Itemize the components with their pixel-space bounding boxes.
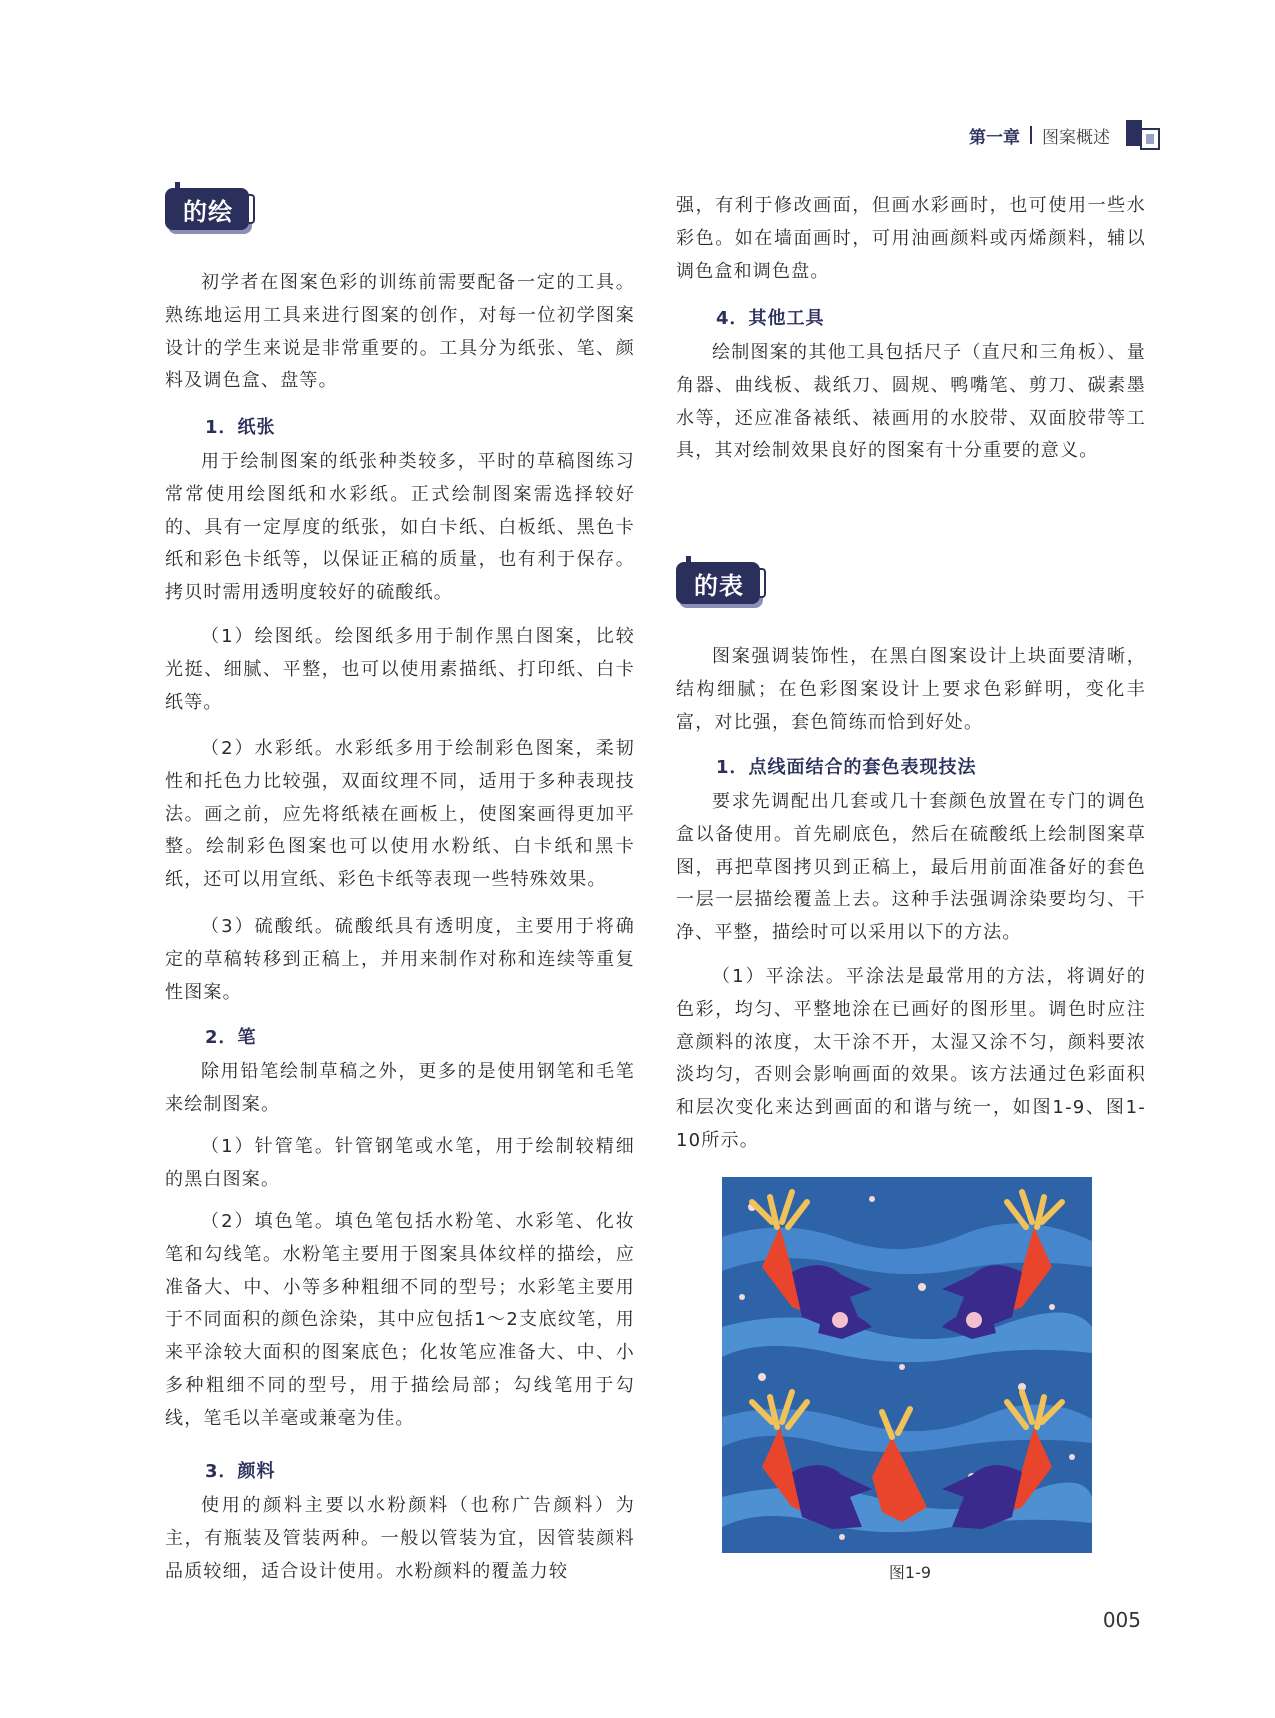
deer-pattern-image	[722, 1177, 1092, 1553]
subheading-pen: 2．笔	[205, 1027, 257, 1048]
paragraph-technical-pen: （1）针管笔。针管钢笔或水笔，用于绘制较精细的黑白图案。	[165, 1136, 635, 1190]
subheading-paper: 1．纸张	[205, 417, 276, 438]
subheading-other-tools: 4．其他工具	[716, 308, 825, 329]
paragraph-paint: 使用的颜料主要以水粉颜料（也称广告颜料）为主，有瓶装及管装两种。一般以管装为宜，因管装颜料品质较细，适合设计使用。水粉颜料的覆盖力较	[165, 1495, 635, 1582]
paragraph-watercolor-paper: （2）水彩纸。水彩纸多用于绘制彩色图案，柔韧性和托色力比较强，双面纹理不同，适用于多种表现技法。画之前，应先将纸裱在画板上，使图案画得更加平整。绘制彩色图案也可以使用水粉纸、白卡纸和黑卡纸，还可以用宣纸、彩色卡纸等表现一些特殊效果。	[165, 738, 635, 891]
paragraph-intro-7: 图案强调装饰性，在黑白图案设计上块面要清晰，结构细腻；在色彩图案设计上要求色彩鲜明，变化丰富，对比强，套色简练而恰到好处。	[676, 646, 1146, 733]
paragraph-flat-coating: （1）平涂法。平涂法是最常用的方法，将调好的色彩，均匀、平整地涂在已画好的图形里。调色时应注意颜料的浓度，太干涂不开，太湿又涂不匀，颜料要浓淡均匀，否则会影响画面的效果。该方法通过色彩面积和层次变化来达到画面的和谐与统一，如图1-9、图1-10所示。	[676, 966, 1146, 1151]
figure-deer-pattern	[722, 1177, 1092, 1553]
paragraph-pen: 除用铅笔绘制草稿之外，更多的是使用钢笔和毛笔来绘制图案。	[165, 1061, 635, 1115]
paragraph-paint-continued: 强，有利于修改画面，但画水彩画时，也可使用一些水彩色。如在墙面画时，可用油画颜料或丙烯颜料，辅以调色盒和调色盘。	[676, 195, 1146, 282]
chapter-subtitle: 图案概述	[1042, 127, 1110, 148]
paragraph-fill-brush: （2）填色笔。填色笔包括水粉笔、水彩笔、化妆笔和勾线笔。水粉笔主要用于图案具体纹样的描绘，应准备大、中、小等多种粗细不同的型号；水彩笔主要用于不同面积的颜色涂染，其中应包括1～2支底纹笔，用来平涂较大面积的图案底色；化妆笔应准备大、中、小多种粗细不同的型号，用于描绘局部；勾线笔用于勾线，笔毛以羊毫或兼毫为佳。	[165, 1211, 635, 1429]
figure-caption: 图1-9	[888, 1563, 932, 1582]
paragraph-color-technique: 要求先调配出几套或几十套颜色放置在专门的调色盒以备使用。首先刷底色，然后在硫酸纸上绘制图案草图，再把草图拷贝到正稿上，最后用前面准备好的套色一层一层描绘覆盖上去。这种手法强调涂染要均匀、干净、平整，描绘时可以采用以下的方法。	[676, 791, 1146, 944]
paragraph-other-tools: 绘制图案的其他工具包括尺子（直尺和三角板）、量角器、曲线板、裁纸刀、圆规、鸭嘴笔、剪刀、碳素墨水等，还应准备裱纸、裱画用的水胶带、双面胶带等工具，其对绘制效果良好的图案有十分重要的意义。	[676, 342, 1146, 462]
subheading-color-technique: 1．点线面结合的套色表现技法	[716, 757, 977, 778]
header-divider	[1030, 126, 1032, 144]
subheading-paint: 3．颜料	[205, 1461, 276, 1482]
chapter-label: 第一章	[969, 127, 1020, 148]
paragraph-tracing-paper: （3）硫酸纸。硫酸纸具有透明度，主要用于将确定的草稿转移到正稿上，并用来制作对称和连续等重复性图案。	[165, 916, 635, 1003]
section-title-7-text: 七、图案的表现技法	[694, 501, 744, 670]
paragraph-intro-6: 初学者在图案色彩的训练前需要配备一定的工具。熟练地运用工具来进行图案的创作，对每一位初学图案设计的学生来说是非常重要的。工具分为纸张、笔、颜料及调色盒、盘等。	[165, 272, 635, 392]
page-number: 005	[1102, 1608, 1141, 1632]
paragraph-paper: 用于绘制图案的纸张种类较多，平时的草稿图练习常常使用绘图纸和水彩纸。正式绘制图案需选择较好的、具有一定厚度的纸张，如白卡纸、白板纸、黑色卡纸和彩色卡纸等，以保证正稿的质量，也有利于保存。拷贝时需用透明度较好的硫酸纸。	[165, 451, 635, 604]
header-ornament-icon	[1126, 120, 1160, 150]
section-title-6-text: 六、图案的绘制工具	[183, 127, 233, 296]
running-header	[969, 120, 1160, 150]
paragraph-drawing-paper: （1）绘图纸。绘图纸多用于制作黑白图案，比较光挺、细腻、平整，也可以使用素描纸、打印纸、白卡纸等。	[165, 626, 635, 713]
